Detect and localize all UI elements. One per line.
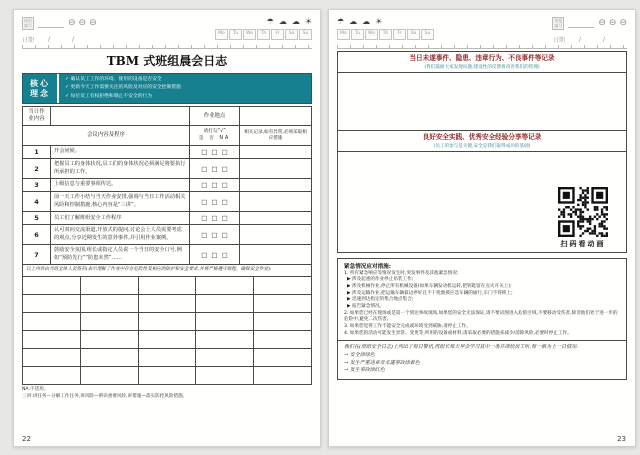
emergency-title: 紧急情况应对措施: [344, 263, 391, 270]
color-code-line: → 安全涂绿色 [344, 351, 375, 358]
emergency-bullet-item: ▶ 涉及运输作业,把运输车辆靠边停好且不干扰救援应急车辆的通行,车门不得锁上; [347, 290, 513, 296]
storm-cloud-icon: ☁ [349, 17, 358, 26]
checkbox-icon: □ [211, 250, 218, 259]
date-slash: / [48, 36, 51, 43]
emergency-bullet-item: ▶ 涉及机械作业,停止所有机械设备(如果车辆发动机运转,把钥匙留在点火开关上); [347, 284, 512, 290]
record-column-header: 相关记录,如有异常,必须采取相应措施 [240, 126, 312, 146]
row-text: 把握员工的身体状况,员工们的身体状况必须满足将要执行所承担的工作。 [51, 159, 190, 179]
color-code-line: → 发生严重违章及未遂事故涂黄色 [344, 359, 420, 366]
checkbox-icon: □ [221, 250, 228, 259]
checkbox-icon: □ [211, 214, 218, 223]
row-number: 2 [23, 159, 51, 179]
banner-checklist [59, 74, 311, 103]
checkbox-icon: □ [201, 197, 208, 206]
checkbox-icon: □ [211, 164, 218, 173]
practice-box-title: 良好安全实践、优秀安全经验分享等记录 [422, 132, 542, 141]
row-number: 6 [23, 225, 51, 245]
cloud-icon: ☁ [362, 17, 371, 26]
day-box-fr: Fr [393, 29, 406, 40]
banner-label-line2: 理念 [30, 88, 50, 98]
row-text: 上级信息与重要事项传达。 [51, 179, 190, 192]
practice-box-subtitle: (员工的参与是关键,安全是我们取得成功的基础) [433, 143, 531, 149]
signature-row [23, 312, 312, 330]
qr-code [558, 187, 608, 237]
tick-ruler [22, 45, 312, 49]
mood-circle-icon-2: ⊖ [78, 18, 87, 28]
row-record-cell [240, 212, 312, 225]
checkbox-icon: □ [221, 197, 228, 206]
signature-cell [196, 312, 254, 330]
emergency-bullet-item: ▶ 迅速到达指定的集合地点集合; [347, 297, 414, 303]
footnotes [22, 387, 312, 401]
row-record-cell [240, 179, 312, 192]
signature-cell [196, 276, 254, 294]
meeting-row [23, 159, 312, 179]
weekday-boxes [215, 29, 312, 40]
color-code-line: → 发生事故涂红色 [344, 367, 385, 374]
checkbox-icon: □ [221, 181, 228, 190]
row-checkboxes [190, 179, 240, 192]
banner-label-line1: 核心 [30, 78, 50, 88]
signature-row [23, 348, 312, 366]
checkbox-icon: □ [201, 214, 208, 223]
row-checkboxes [190, 225, 240, 245]
emergency-numbered-item: 4. 如果您的活动可能发生异常、变更等,所用的设备或材料,请采取必要的措施来减少/消除风险,必要时停止工作。 [344, 330, 572, 336]
signature-row [23, 330, 312, 348]
signature-cell [138, 330, 196, 348]
signature-cell [23, 348, 81, 366]
meeting-row [23, 212, 312, 225]
checkbox-icon: □ [201, 250, 208, 259]
signature-cell [80, 276, 138, 294]
mood-circle-icon-2: ⊖ [608, 18, 617, 28]
signature-cell [138, 348, 196, 366]
team-box-line2: 编号 [24, 22, 32, 28]
signature-cell [23, 276, 81, 294]
emergency-measures-box [337, 258, 627, 342]
core-concept-banner [22, 73, 312, 104]
qr-block [558, 187, 608, 249]
signature-cell [254, 294, 312, 312]
signature-cell [196, 348, 254, 366]
meeting-row [23, 179, 312, 192]
incident-box-header [338, 52, 626, 73]
sun-icon: ☀ [304, 17, 312, 26]
signature-cell [23, 294, 81, 312]
checkbox-icon: □ [221, 214, 228, 223]
page-number-right: 23 [617, 435, 626, 443]
row-checkboxes [190, 212, 240, 225]
team-box-line1: 班组 [24, 18, 32, 24]
day-box-sa: Sa [407, 29, 420, 40]
footnote-line: 三讲:讲任务—分解工作任务,讲风险—辨识重要风险,讲措施—落实防控风险措施。 [22, 393, 188, 399]
banner-checklist-item: ✓ 确认员工工作的环境、使用的设备是否安全 [65, 77, 162, 82]
incident-writing-area [338, 73, 626, 130]
page-right [328, 9, 636, 447]
team-number-box [552, 17, 564, 29]
checkbox-icon: □ [221, 164, 228, 173]
signature-cell [254, 276, 312, 294]
row-number: 3 [23, 179, 51, 192]
day-box-su: Su [299, 29, 312, 40]
color-code-intro: 我们在(班组安全日志)上列出了每日警讯,班组长每天早会学习其中一条并读给员工听,每一格为上一日情况: [344, 344, 578, 351]
page-number-left: 22 [22, 435, 31, 443]
qr-caption: 扫码看动画 [560, 239, 606, 248]
date-label: 日期 [22, 37, 35, 44]
row-number: 4 [23, 192, 51, 212]
signature-row [23, 366, 312, 384]
row-number: 5 [23, 212, 51, 225]
day-box-we: We [365, 29, 378, 40]
left-page-header [22, 17, 312, 44]
row-record-cell [240, 159, 312, 179]
day-box-sa: Sa [285, 29, 298, 40]
footnote-line: NA:不适用。 [22, 386, 49, 392]
signature-cell [23, 312, 81, 330]
team-name-blank-line [568, 19, 594, 28]
emergency-bullet-item: ▶ 报告紧急情况。 [347, 304, 385, 310]
row-record-cell [240, 146, 312, 159]
day-box-su: Su [421, 29, 434, 40]
row-number: 7 [23, 245, 51, 265]
checkbox-icon: □ [221, 148, 228, 157]
checkbox-icon: □ [201, 164, 208, 173]
umbrella-rain-icon: ☂ [337, 17, 345, 26]
signature-cell [80, 330, 138, 348]
signature-note-row [23, 265, 312, 276]
meeting-row [23, 146, 312, 159]
meeting-row [23, 192, 312, 212]
day-box-we: We [243, 29, 256, 40]
team-date-block [22, 17, 97, 46]
row-checkboxes [190, 245, 240, 265]
sun-icon: ☀ [375, 17, 383, 26]
mood-circle-icon-3: ⊖ [619, 18, 627, 28]
work-content-blank-cell [51, 107, 190, 126]
signature-cell [138, 366, 196, 384]
row-record-cell [240, 225, 312, 245]
signature-cell [196, 330, 254, 348]
checkbox-icon: □ [201, 148, 208, 157]
row-number: 1 [23, 146, 51, 159]
work-location-blank-cell [240, 107, 312, 126]
row-text: 前一天工作小结与当天作业安排,强调与当日工作活动相关风险和控制措施,核心内容是“三讲”。 [51, 192, 190, 212]
day-box-fr: Fr [271, 29, 284, 40]
team-box-line2: 编号 [554, 22, 563, 28]
signature-cell [254, 366, 312, 384]
emergency-numbered-item: 1. 所有紧急响应等情况发生时,突发事件及其他紧急情况: [344, 270, 459, 276]
tick-ruler [337, 45, 627, 49]
banner-label [23, 74, 59, 103]
signature-table [22, 276, 312, 385]
incident-record-box [337, 51, 627, 131]
date-label: 日期 [552, 37, 565, 44]
day-box-tu: Tu [229, 29, 242, 40]
checkbox-icon: □ [221, 230, 228, 239]
weather-icons-group [337, 17, 434, 27]
mood-circle-icon-1: ⊖ [598, 18, 606, 28]
row-text: 鼓励安全氛围,组长或指定人员说一个当日的安全口号,例如“预防先行”“防患未然”…… [51, 245, 190, 265]
row-checkboxes [190, 159, 240, 179]
row-text: 认可双向交流渠道,开放式的提问,讨论会上人员需要考虑的观点,分享近期发生的意外事件,并引用作业案例。 [51, 225, 190, 245]
team-number-box [22, 17, 34, 29]
row-text: 员工们了解班组安全工作程序 [51, 212, 190, 225]
day-box-th: Th [257, 29, 270, 40]
weather-days-block [215, 17, 312, 40]
signature-cell [80, 366, 138, 384]
signature-cell [196, 294, 254, 312]
team-box-line1: 班组 [554, 18, 563, 24]
checkbox-icon: □ [211, 181, 218, 190]
practice-box-header [338, 131, 626, 152]
emergency-numbered-item: 2. 如果您已经在现场或是第一个到达事故现场,如果您的安全无法保证,请不要试图进入危险区域,不要移动受伤者,除非他们处于进一步的危险中,避免二次伤害。 [344, 310, 618, 323]
day-box-mo: Mo [337, 29, 350, 40]
umbrella-rain-icon: ☂ [266, 17, 274, 26]
row-record-cell [240, 192, 312, 212]
banner-checklist-item: ✓ 更新今天工作需要关注的风险及对应的安全控制措施 [65, 85, 181, 91]
work-row [23, 107, 312, 126]
row-text: 开会问候。 [51, 146, 190, 159]
emergency-numbered-item: 3. 如果您觉得工作不能安全完成或环境受到威胁,请停止工作。 [344, 324, 471, 330]
signature-cell [254, 348, 312, 366]
work-content-label: 当日作业内容 [23, 107, 51, 126]
mood-circle-icon-3: ⊖ [89, 18, 97, 28]
checkbox-icon: □ [211, 148, 218, 157]
banner-checklist-item: ✓ 每位员工有权拒绝和制止不安全的行为 [65, 93, 153, 99]
team-date-block [552, 17, 627, 46]
day-box-mo: Mo [215, 29, 228, 40]
mood-circle-icon-1: ⊖ [68, 18, 76, 28]
row-record-cell [240, 245, 312, 265]
work-location-label: 作业地点 [190, 107, 240, 126]
page-left [13, 9, 321, 447]
tick-header-line2: 是 否 NA [198, 136, 231, 142]
signature-cell [138, 312, 196, 330]
row-checkboxes [190, 192, 240, 212]
signature-cell [254, 312, 312, 330]
weekday-boxes [337, 29, 434, 40]
signature-cell [254, 330, 312, 348]
emergency-list [344, 271, 620, 338]
date-slash: / [602, 36, 605, 43]
checkbox-icon: □ [201, 181, 208, 190]
signature-cell [138, 276, 196, 294]
incident-box-title: 当日未遂事件、隐患、违章行为、不良事件等记录 [409, 54, 555, 62]
tick-column-header [190, 126, 240, 146]
mood-icons-group [68, 19, 97, 28]
good-practice-box [337, 130, 627, 253]
tick-header-line1: 请打勾“√” [203, 129, 226, 135]
signature-note: 以上内容由当班全体人员签名(表示理解了作业中存在危险性及相应的防护和安全要求,并将严格遵守规程、确保安全作业): [23, 265, 312, 276]
checkbox-icon: □ [211, 230, 218, 239]
page-title: TBM 式班组晨会日志 [106, 54, 228, 68]
date-slash: / [578, 36, 581, 43]
signature-row [23, 294, 312, 312]
practice-writing-area [338, 152, 626, 252]
color-code-lines [344, 352, 620, 375]
signature-cell [23, 330, 81, 348]
checkbox-icon: □ [211, 197, 218, 206]
emergency-bullet-item: ▶ 涉及起重的作业停止吊装工作; [347, 277, 414, 283]
day-box-th: Th [379, 29, 392, 40]
incident-box-subtitle: (我们鼓励大家发现问题,建设性的反馈将改善我们的管理) [424, 64, 540, 70]
date-slash: / [72, 36, 75, 43]
signature-row [23, 276, 312, 294]
table-header-row [23, 126, 312, 146]
signature-cell [80, 294, 138, 312]
row-checkboxes [190, 146, 240, 159]
day-box-tu: Tu [351, 29, 364, 40]
content-column-header: 会议内容及程序 [23, 126, 190, 146]
weather-days-block [337, 17, 434, 40]
meeting-table [22, 106, 312, 276]
cloud-icon: ☁ [291, 17, 300, 26]
meeting-row [23, 225, 312, 245]
checkbox-icon: □ [201, 230, 208, 239]
signature-cell [80, 312, 138, 330]
meeting-row [23, 245, 312, 265]
weather-icons-group [267, 17, 312, 27]
team-name-blank-line [38, 19, 64, 28]
color-code-box [337, 340, 627, 380]
mood-icons-group [598, 19, 627, 28]
signature-cell [80, 348, 138, 366]
signature-cell [23, 366, 81, 384]
storm-cloud-icon: ☁ [278, 17, 287, 26]
signature-cell [196, 366, 254, 384]
right-page-header [337, 17, 627, 44]
signature-cell [138, 294, 196, 312]
